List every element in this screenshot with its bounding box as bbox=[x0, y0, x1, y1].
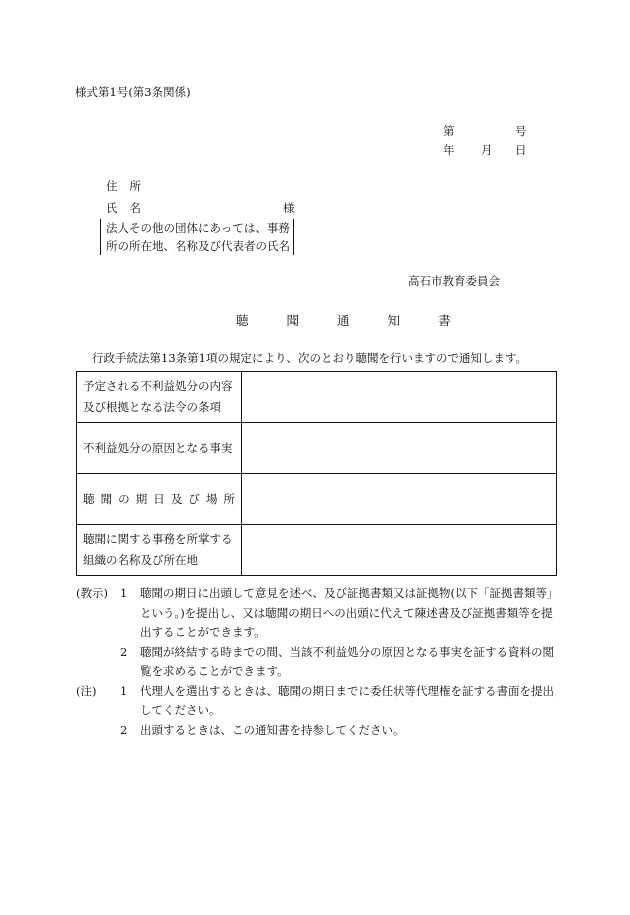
date-day-label: 日 bbox=[515, 143, 527, 157]
note-line: という。)を提出し、又は聴聞の期日への出頭に代えて陳述書及び証拠書類等を提 bbox=[140, 605, 553, 620]
table-row bbox=[77, 372, 557, 423]
row-value-disposition[interactable] bbox=[242, 372, 557, 423]
note-line: 代理人を選出するときは、聴聞の期日までに委任状等代理権を証する書面を提出 bbox=[140, 683, 554, 698]
label-char: 所 bbox=[223, 491, 235, 506]
table-row bbox=[77, 525, 557, 576]
label-char: 聞 bbox=[100, 491, 113, 506]
row-label-cause bbox=[77, 423, 242, 474]
label-char: 聴 bbox=[83, 491, 95, 506]
label-char: 及 bbox=[170, 491, 183, 506]
row-label-disposition bbox=[77, 372, 242, 423]
note-line: 出することができます。 bbox=[140, 625, 266, 639]
hearing-info-table bbox=[76, 371, 557, 576]
name-label: 氏名 bbox=[106, 201, 153, 215]
instruction-item-2 bbox=[76, 643, 566, 682]
date-year-label: 年 bbox=[443, 143, 455, 157]
label-line bbox=[83, 489, 235, 510]
table-row bbox=[77, 474, 557, 525]
date-month-label: 月 bbox=[481, 143, 493, 157]
item-number: 1 bbox=[120, 683, 128, 698]
item-number: 2 bbox=[120, 722, 128, 737]
note-line: 覧を求めることができます。 bbox=[140, 664, 289, 678]
title-char: 知 bbox=[387, 313, 401, 328]
note-line: 聴聞の期日に出頭して意見を述べ、及び証拠書類又は証拠物(以下「証拠書類等」 bbox=[140, 586, 559, 600]
corporate-note-bracket bbox=[100, 219, 294, 255]
corporate-note-line-2: 所の所在地、名称及び代表者の氏名 bbox=[106, 239, 290, 253]
notes-section bbox=[76, 584, 566, 740]
label-char: 日 bbox=[153, 491, 165, 506]
row-label-date-place bbox=[77, 474, 242, 525]
row-value-organization[interactable] bbox=[242, 525, 557, 576]
number-suffix: 号 bbox=[515, 124, 527, 138]
instruction-tag: (教示) bbox=[76, 586, 108, 600]
label-char: 場 bbox=[205, 491, 218, 506]
document-title bbox=[236, 311, 451, 329]
label-line: 予定される不利益処分の内容 bbox=[83, 379, 233, 393]
item-number: 2 bbox=[120, 644, 128, 659]
title-char: 書 bbox=[438, 313, 451, 328]
caution-item-1 bbox=[76, 682, 566, 721]
label-char: の bbox=[118, 491, 130, 506]
label-char: び bbox=[188, 491, 200, 506]
honorific-label: 様 bbox=[283, 201, 295, 215]
corporate-note-line-1: 法人その他の団体にあっては、事務 bbox=[106, 221, 290, 235]
title-char: 聞 bbox=[286, 313, 300, 328]
caution-item-2 bbox=[76, 721, 566, 741]
title-char: 聴 bbox=[236, 313, 249, 328]
row-value-date-place[interactable] bbox=[242, 474, 557, 525]
title-char: 通 bbox=[337, 313, 350, 328]
table-row bbox=[77, 423, 557, 474]
label-line: 不利益処分の原因となる事実 bbox=[83, 440, 233, 455]
note-line: してください。 bbox=[140, 703, 221, 717]
caution-tag: (注) bbox=[76, 683, 97, 698]
row-value-cause[interactable] bbox=[242, 423, 557, 474]
lead-paragraph: 行政手続法第13条第1項の規定により、次のとおり聴聞を行いますので通知します。 bbox=[92, 351, 528, 365]
label-line: 及び根拠となる法令の条項 bbox=[83, 400, 221, 414]
label-char: 期 bbox=[135, 491, 148, 506]
address-label: 住所 bbox=[106, 179, 153, 193]
label-line: 組織の名称及び所在地 bbox=[83, 553, 198, 567]
form-number-label: 様式第1号(第3条関係) bbox=[75, 85, 191, 99]
item-number: 1 bbox=[120, 586, 128, 600]
label-line: 聴聞に関する事務を所掌する bbox=[83, 532, 233, 546]
number-prefix: 第 bbox=[443, 124, 455, 138]
note-line: 出頭するときは、この通知書を持参してください。 bbox=[140, 722, 405, 737]
instruction-item-1 bbox=[76, 584, 566, 643]
issuer-name: 高石市教育委員会 bbox=[408, 274, 500, 288]
note-line: 聴聞が終結する時までの間、当該不利益処分の原因となる事実を証する資料の閲 bbox=[140, 644, 554, 659]
row-label-organization bbox=[77, 525, 242, 576]
